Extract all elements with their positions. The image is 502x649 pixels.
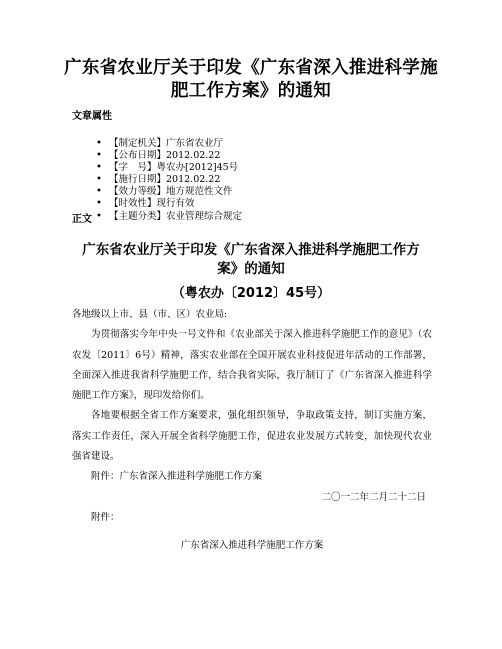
salutation: 各地级以上市、县（市、区）农业局: — [72, 309, 228, 320]
body-heading: 正文 — [72, 214, 92, 225]
document-number: （粤农办〔2012〕45号） — [171, 286, 331, 301]
attribute-item: • 【施行日期】2012.02.22 — [96, 174, 242, 186]
attribute-item: • 【效力等级】地方规范性文件 — [96, 186, 242, 198]
paragraph: 为贯彻落实今年中央一号文件和《农业部关于深入推进科学施肥工作的意见》（农农发〔2011〕6号）精神，落实农业部在全国开展农业科技促进年活动的工作部署，全面深入推进我省科学施肥工作，结合我省实际，我厅制订了《广东省深入推进科学施肥工作方案》，现印发给你们。 — [72, 329, 432, 402]
attributes-heading: 文章属性 — [72, 111, 112, 122]
paragraph: 各地要根据全省工作方案要求，强化组织领导，争取政策支持，制订实施方案，落实工作责任，深入开展全省科学施肥工作，促进农业发展方式转变，加快现代农业强省建设。 — [72, 410, 432, 463]
issue-date: 二〇一二年二月二十二日 — [321, 491, 426, 503]
attributes-list — [96, 138, 242, 223]
notice-title: 广东省农业厅关于印发《广东省深入推进科学施肥工作方案》的通知 — [82, 242, 420, 277]
attribute-item: • 【时效性】现行有效 — [96, 198, 242, 210]
attribute-item: • 【字 号】粤农办[2012]45号 — [96, 162, 242, 174]
attribute-item: • 【制定机关】广东省农业厅 — [96, 138, 242, 150]
notice-body — [72, 305, 432, 557]
attachment-label: 附件： — [91, 511, 120, 523]
document-title: 广东省农业厅关于印发《广东省深入推进科学施肥工作方案》的通知 — [64, 58, 438, 101]
attribute-item: • 【主题分类】农业管理综合规定 — [96, 211, 242, 223]
attachment-title: 广东省深入推进科学施肥工作方案 — [180, 540, 324, 552]
attachment-line: 附件：广东省深入推进科学施肥工作方案 — [91, 471, 263, 483]
attribute-item: • 【公布日期】2012.02.22 — [96, 150, 242, 162]
